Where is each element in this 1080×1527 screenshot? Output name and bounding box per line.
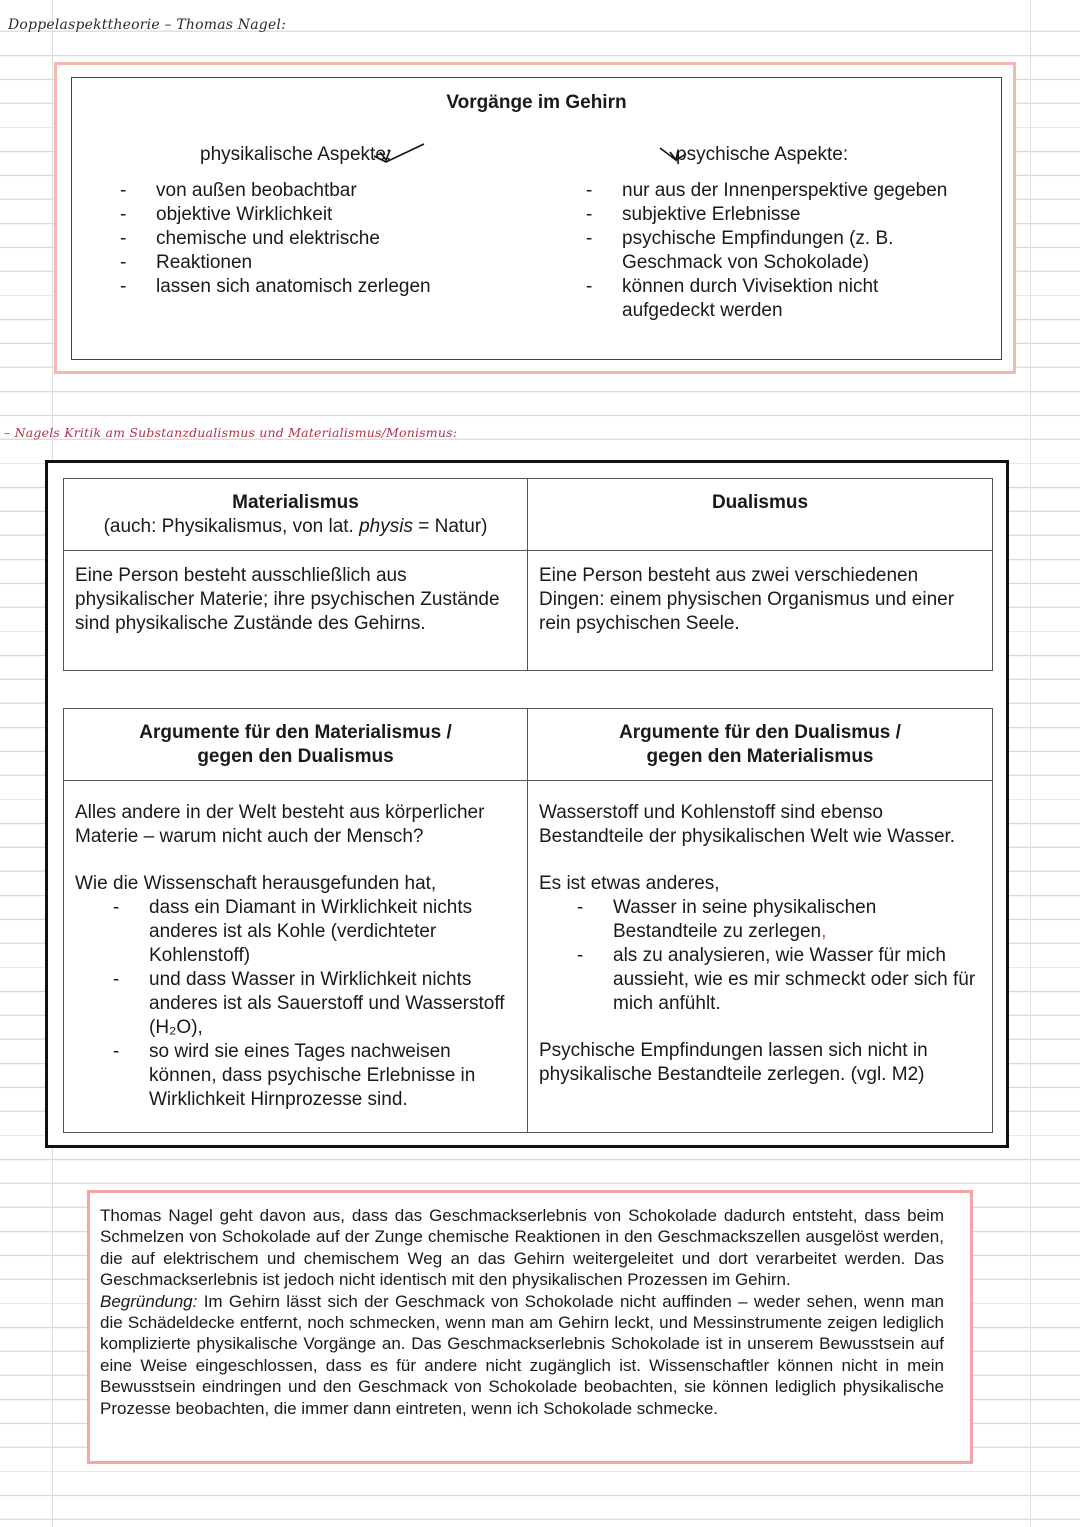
args-materialism-title-line1: Argumente für den Materialismus / bbox=[139, 722, 452, 743]
check-mark-icon bbox=[372, 140, 428, 164]
dualism-definition: Eine Person besteht aus zwei verschiedenen Dingen: einem physischen Organismus und einer rein psychischen Seele. bbox=[539, 565, 955, 634]
nagel-summary-box bbox=[87, 1190, 973, 1464]
physical-aspects-heading: physikalische Aspekte: bbox=[200, 144, 392, 165]
args-dualism-lead: Es ist etwas anderes, bbox=[539, 873, 720, 894]
dualism-header-cell bbox=[527, 478, 993, 551]
list-item: - von außen beobachtbar bbox=[120, 179, 431, 203]
margin-line-right bbox=[1030, 0, 1031, 1527]
materialism-subtitle: (auch: Physikalismus, von lat. physis = Natur) bbox=[103, 516, 488, 537]
args-materialism-title-line2: gegen den Dualismus bbox=[197, 746, 394, 767]
args-dualism-header-cell bbox=[527, 708, 993, 781]
args-dualism-cell bbox=[527, 780, 993, 1133]
psychic-aspects-heading: psychische Aspekte: bbox=[676, 144, 849, 165]
list-item: - chemische und elektrische bbox=[120, 227, 431, 251]
args-materialism-lead: Wie die Wissenschaft herausgefunden hat, bbox=[75, 873, 437, 894]
args-dualism-title-line1: Argumente für den Dualismus / bbox=[619, 722, 901, 743]
list-item: - Reaktionen bbox=[120, 251, 431, 275]
dualism-title: Dualismus bbox=[711, 492, 809, 513]
handwritten-subheading: – Nagels Kritik am Substanzdualismus und Materialismus/Monismus: bbox=[4, 425, 458, 440]
handwritten-heading: Doppelaspekttheorie – Thomas Nagel: bbox=[8, 17, 287, 33]
args-dualism-title-line2: gegen den Materialismus bbox=[646, 746, 874, 767]
args-dualism-list bbox=[539, 896, 980, 1016]
list-item: - objektive Wirklichkeit bbox=[120, 203, 431, 227]
list-item: - nur aus der Innenperspektive gegeben bbox=[586, 179, 947, 203]
materialism-header-cell bbox=[63, 478, 528, 551]
summary-paragraph: Thomas Nagel geht davon aus, dass das Geschmackserlebnis von Schokolade dadurch entsteht, dass beim Schmelzen von Schokolade auf der Zunge chemische Reaktionen in den Geschmackszellen ausgelöst werden, die auf elektrischem und chemischem Weg an das Gehirn weitergeleitet und dort verarbeitet werden. Das Geschmackserlebnis ist jedoch nicht identisch mit den physikalischen Prozessen im Gehirn. bbox=[100, 1206, 944, 1290]
list-item: - lassen sich anatomisch zerlegen bbox=[120, 275, 431, 299]
materialism-title: Materialismus bbox=[232, 492, 359, 513]
reasoning-label: Begründung: bbox=[100, 1291, 198, 1311]
list-item: - subjektive Erlebnisse bbox=[586, 203, 947, 227]
list-item: - psychische Empfindungen (z. B. Geschmack von Schokolade) bbox=[586, 227, 947, 275]
args-materialism-cell bbox=[63, 780, 528, 1133]
list-item: - können durch Vivisektion nicht aufgedeckt werden bbox=[586, 275, 947, 323]
list-item: - und dass Wasser in Wirklichkeit nichts anderes ist als Sauerstoff und Wasserstoff (H₂O), bbox=[75, 968, 507, 1040]
list-item: - dass ein Diamant in Wirklichkeit nichts anderes ist als Kohle (verdichteter Kohlenstoff) bbox=[75, 896, 507, 968]
materialism-definition-cell bbox=[63, 550, 528, 671]
args-dualism-intro: Wasserstoff und Kohlenstoff sind ebenso Bestandteile der physikalischen Welt wie Wasser. bbox=[539, 802, 956, 847]
dualism-definition-cell bbox=[527, 550, 993, 671]
list-item: - als zu analysieren, wie Wasser für mich aussieht, wie es mir schmeckt oder sich für mich anfühlt. bbox=[539, 944, 980, 1016]
brain-processes-box bbox=[71, 77, 1002, 360]
args-dualism-conclusion: Psychische Empfindungen lassen sich nicht in physikalische Bestandteile zerlegen. (vgl. M2) bbox=[539, 1040, 928, 1085]
box-title: Vorgänge im Gehirn bbox=[446, 92, 627, 113]
materialism-definition: Eine Person besteht ausschließlich aus physikalischer Materie; ihre psychischen Zustände sind physikalische Zustände des Gehirns. bbox=[75, 565, 500, 634]
args-materialism-list bbox=[75, 896, 507, 1112]
args-materialism-intro: Alles andere in der Welt besteht aus körperlicher Materie – warum nicht auch der Mensch? bbox=[75, 802, 485, 847]
psychic-aspects-list bbox=[586, 179, 947, 323]
list-item: - so wird sie eines Tages nachweisen können, dass psychische Erlebnisse in Wirklichkeit Hirnprozesse sind. bbox=[75, 1040, 507, 1112]
args-materialism-header-cell bbox=[63, 708, 528, 781]
reasoning-paragraph: Begründung: Im Gehirn lässt sich der Geschmack von Schokolade nicht auffinden – weder sehen, wenn man die Schädeldecke entfernt, noch schmecken, wenn man am Gehirn leckt, und Messinstrumente zeigen lediglich komplizierte physikalische Vorgänge an. Das Geschmackserlebnis Schokolade ist in unserem Bewusstsein auf eine Weise eingeschlossen, dass es für andere nicht zugänglich ist. Wissenschaftler können nicht in mein Bewusstsein eindringen und den Geschmack von Schokolade beobachten, sie können lediglich physikalische Prozesse beobachten, die immer dann eintreten, wenn ich Schokolade schmecke. bbox=[100, 1291, 944, 1418]
physical-aspects-list bbox=[120, 179, 431, 299]
list-item: - Wasser in seine physikalischen Bestandteile zu zerlegen, bbox=[539, 896, 980, 944]
